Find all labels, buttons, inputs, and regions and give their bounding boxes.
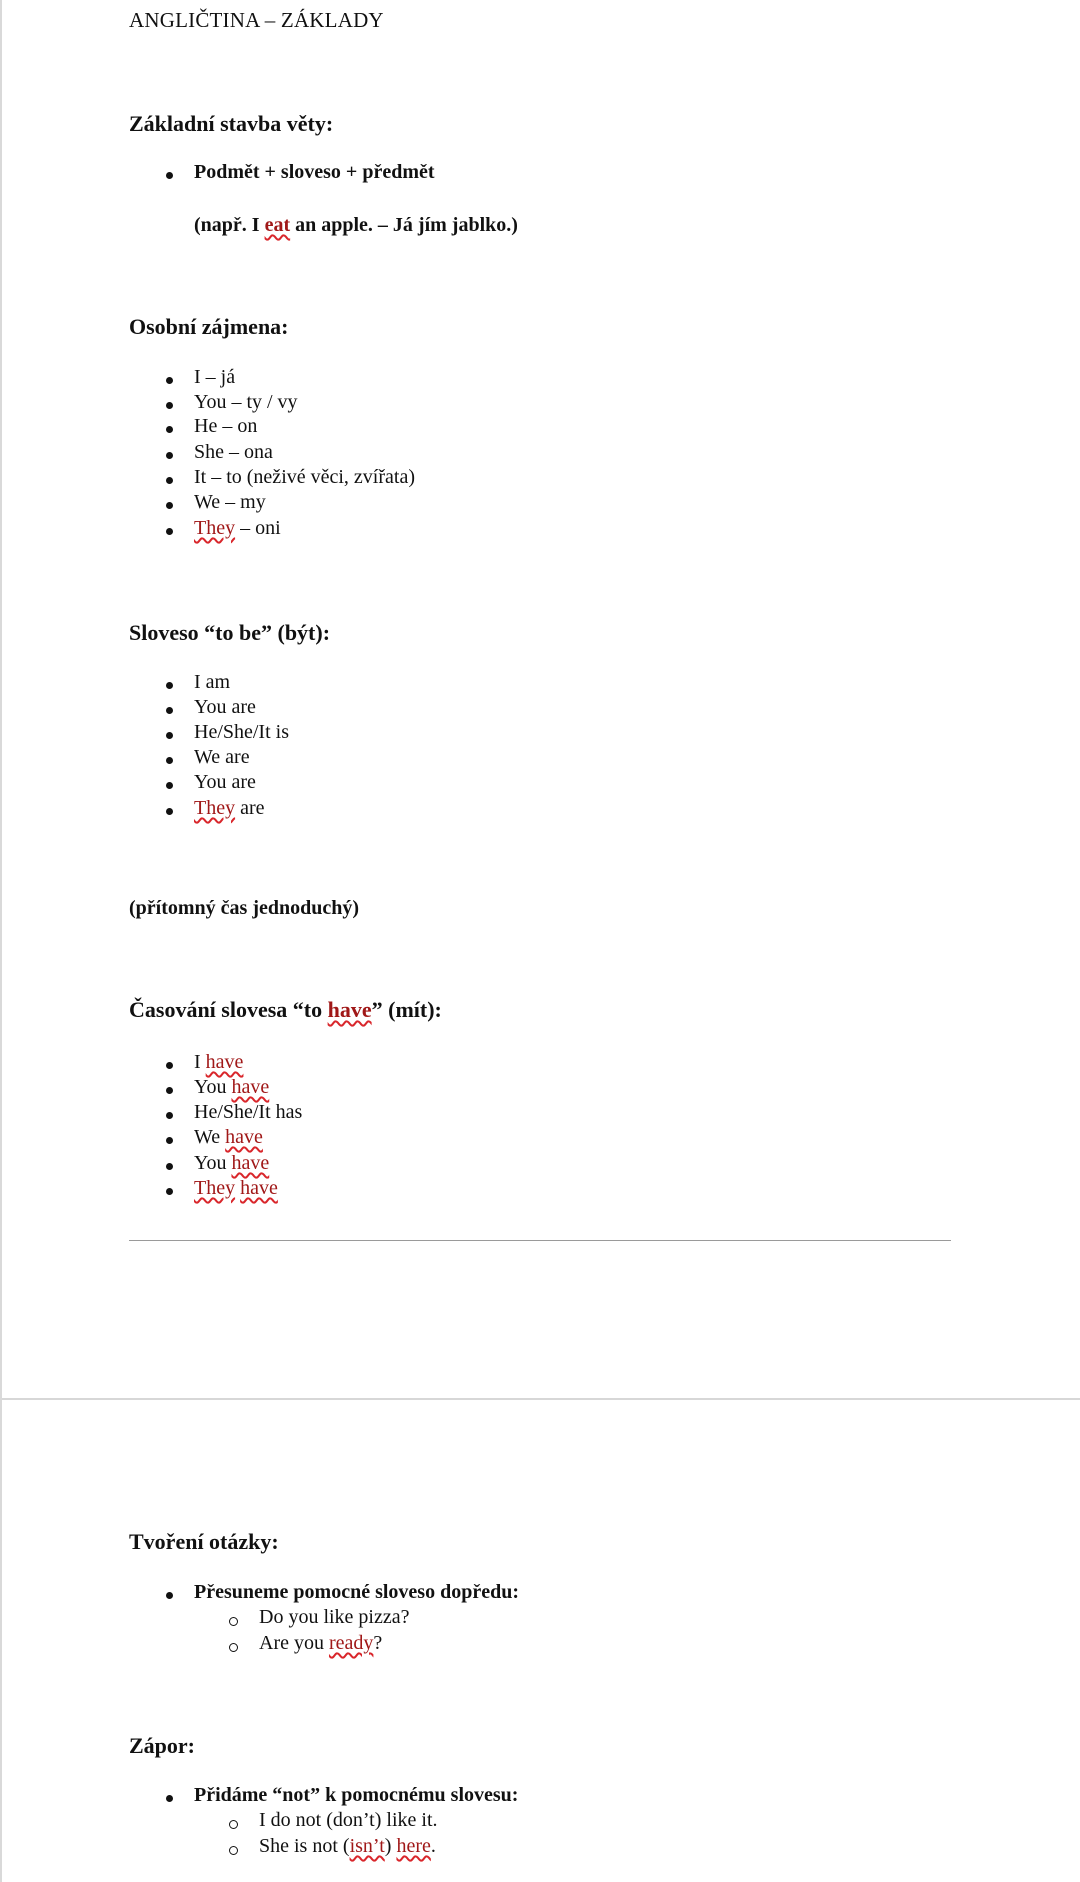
bullet-icon (166, 1163, 173, 1170)
bullet-icon (166, 757, 173, 764)
bullet-icon (166, 172, 173, 179)
circle-bullet-icon (229, 1820, 238, 1829)
bullet-icon (166, 808, 173, 815)
list-item: You – ty / vy (194, 391, 298, 413)
list-item: You are (194, 696, 256, 718)
bullet-icon (166, 1087, 173, 1094)
list-item: They – oni (194, 517, 281, 539)
circle-bullet-icon (229, 1617, 238, 1626)
list-item: Do you like pizza? (259, 1606, 410, 1628)
list-item: Are you ready? (259, 1632, 383, 1654)
list-item: I have (194, 1051, 244, 1073)
bullet-icon (166, 452, 173, 459)
heading-sentence-structure: Základní stavba věty: (129, 111, 334, 136)
document-title: ANGLIČTINA – ZÁKLADY (129, 8, 384, 32)
circle-bullet-icon (229, 1846, 238, 1855)
list-item: You are (194, 771, 256, 793)
bullet-icon (166, 528, 173, 535)
negation-bullet: Přidáme “not” k pomocnému slovesu: (194, 1784, 519, 1806)
bullet-icon (166, 682, 173, 689)
heading-to-have: Časování slovesa “to have” (mít): (129, 997, 442, 1022)
list-item: She – ona (194, 441, 273, 463)
list-item: I – já (194, 366, 236, 388)
list-item: We have (194, 1126, 263, 1148)
bullet-icon (166, 732, 173, 739)
bullet-icon (166, 1137, 173, 1144)
bullet-icon (166, 1795, 173, 1802)
bullet-icon (166, 1112, 173, 1119)
bullet-icon (166, 1592, 173, 1599)
present-simple-note: (přítomný čas jednoduchý) (129, 897, 360, 919)
bullet-icon (166, 426, 173, 433)
heading-negation: Zápor: (129, 1733, 195, 1758)
document-page-2 (0, 1400, 1080, 1882)
list-item: We are (194, 746, 250, 768)
bullet-icon (166, 402, 173, 409)
list-item: He – on (194, 415, 258, 437)
heading-personal-pronouns: Osobní zájmena: (129, 314, 289, 339)
list-item: He/She/It is (194, 721, 289, 743)
bullet-icon (166, 1188, 173, 1195)
horizontal-rule (129, 1240, 951, 1241)
bullet-icon (166, 707, 173, 714)
questions-bullet: Přesuneme pomocné sloveso dopředu: (194, 1581, 519, 1603)
list-item: They have (194, 1177, 278, 1199)
bullet-icon (166, 377, 173, 384)
page-left-edge (0, 0, 2, 1882)
heading-questions: Tvoření otázky: (129, 1529, 279, 1554)
list-item: He/She/It has (194, 1101, 303, 1123)
list-item: You have (194, 1076, 270, 1098)
list-item: I do not (don’t) like it. (259, 1809, 438, 1831)
heading-to-be: Sloveso “to be” (být): (129, 620, 331, 645)
sentence-structure-bullet: Podmět + sloveso + předmět (194, 161, 435, 183)
circle-bullet-icon (229, 1643, 238, 1652)
list-item: We – my (194, 491, 266, 513)
list-item: It – to (neživé věci, zvířata) (194, 466, 415, 488)
bullet-icon (166, 782, 173, 789)
list-item: You have (194, 1152, 270, 1174)
bullet-icon (166, 502, 173, 509)
list-item: They are (194, 797, 265, 819)
bullet-icon (166, 477, 173, 484)
list-item: She is not (isn’t) here. (259, 1835, 436, 1857)
sentence-example: (např. I eat an apple. – Já jím jablko.) (194, 214, 518, 236)
bullet-icon (166, 1062, 173, 1069)
list-item: I am (194, 671, 231, 693)
